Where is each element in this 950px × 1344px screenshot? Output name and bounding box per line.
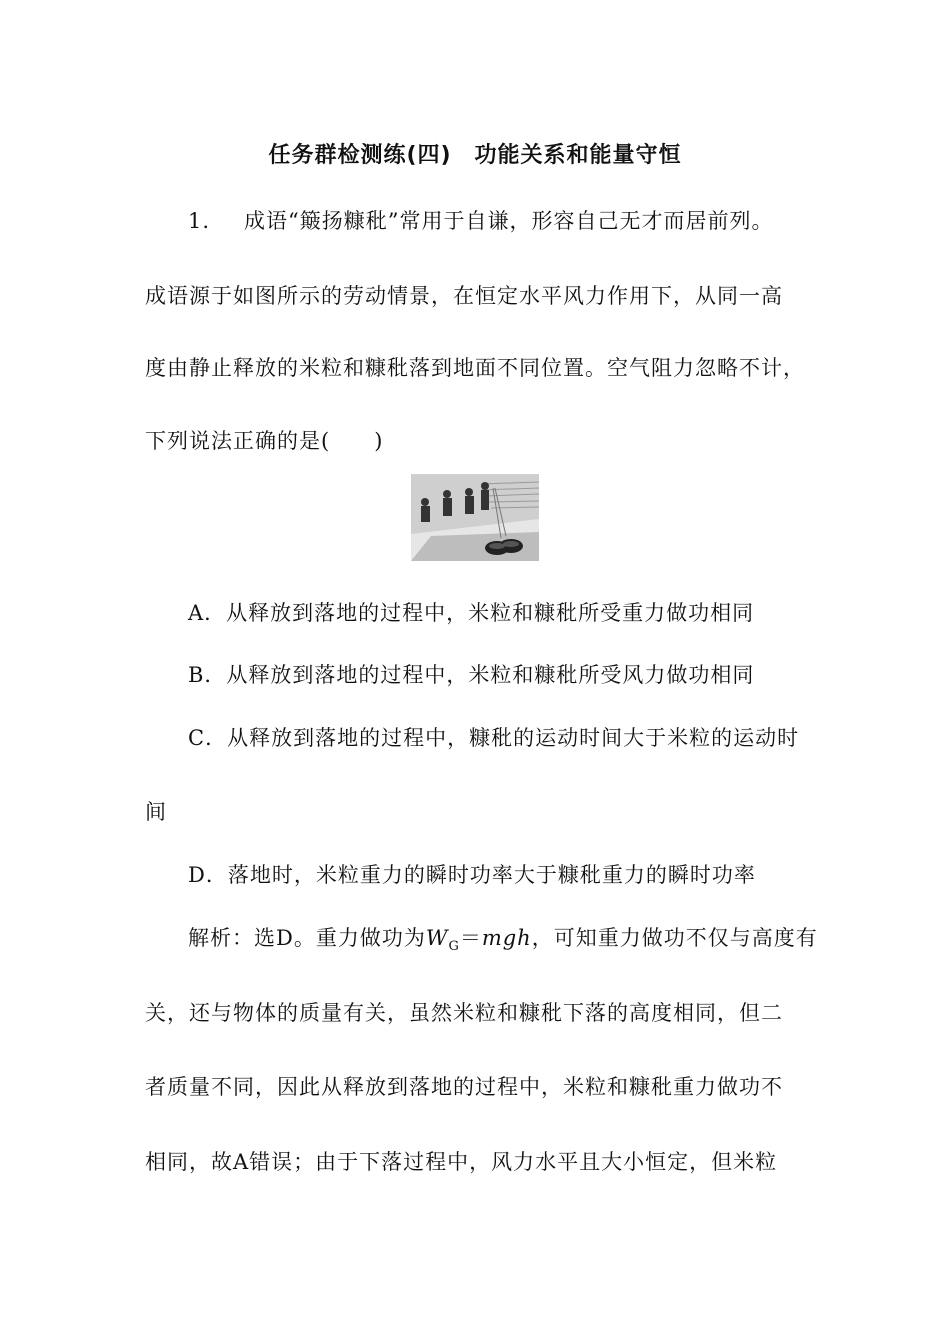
option-c-line-2: 间 — [145, 800, 167, 824]
question-text-line-3: 度由静止释放的米粒和糠秕落到地面不同位置。空气阻力忽略不计， — [145, 356, 805, 380]
analysis-line-4: 相同，故A错误；由于下落过程中，风力水平且大小恒定，但米粒 — [145, 1150, 778, 1174]
analysis-first-line — [188, 922, 818, 954]
formula-rhs: mgh — [481, 926, 532, 950]
analysis-line-2: 关，还与物体的质量有关，虽然米粒和糠秕下落的高度相同，但二 — [145, 1001, 783, 1025]
question-first-line — [188, 205, 774, 235]
question-text-line-4: 下列说法正确的是( ) — [145, 429, 384, 453]
option-b: B．从释放到落地的过程中，米粒和糠秕所受风力做功相同 — [188, 663, 755, 687]
option-c-line-1: C．从释放到落地的过程中，糠秕的运动时间大于米粒的运动时 — [188, 726, 800, 750]
formula-subscript: G — [448, 939, 460, 955]
option-a: A．从释放到落地的过程中，米粒和糠秕所受重力做功相同 — [188, 601, 755, 625]
analysis-prefix: 解析：选D。重力做功为 — [188, 926, 426, 950]
winnowing-illustration — [411, 474, 539, 561]
question-text-line-2: 成语源于如图所示的劳动情景，在恒定水平风力作用下，从同一高 — [145, 284, 783, 308]
option-d: D．落地时，米粒重力的瞬时功率大于糠秕重力的瞬时功率 — [188, 863, 756, 887]
analysis-line-3: 者质量不同，因此从释放到落地的过程中，米粒和糠秕重力做功不 — [145, 1075, 783, 1099]
question-number: 1. — [188, 209, 211, 233]
page-title: 任务群检测练(四) 功能关系和能量守恒 — [268, 143, 682, 168]
formula-w: W — [425, 926, 449, 950]
formula-equals: ＝ — [459, 926, 482, 950]
analysis-suffix: ，可知重力做功不仅与高度有 — [531, 926, 818, 950]
question-text-line-1: 成语“簸扬糠秕”常用于自谦，形容自己无才而居前列。 — [244, 209, 774, 233]
